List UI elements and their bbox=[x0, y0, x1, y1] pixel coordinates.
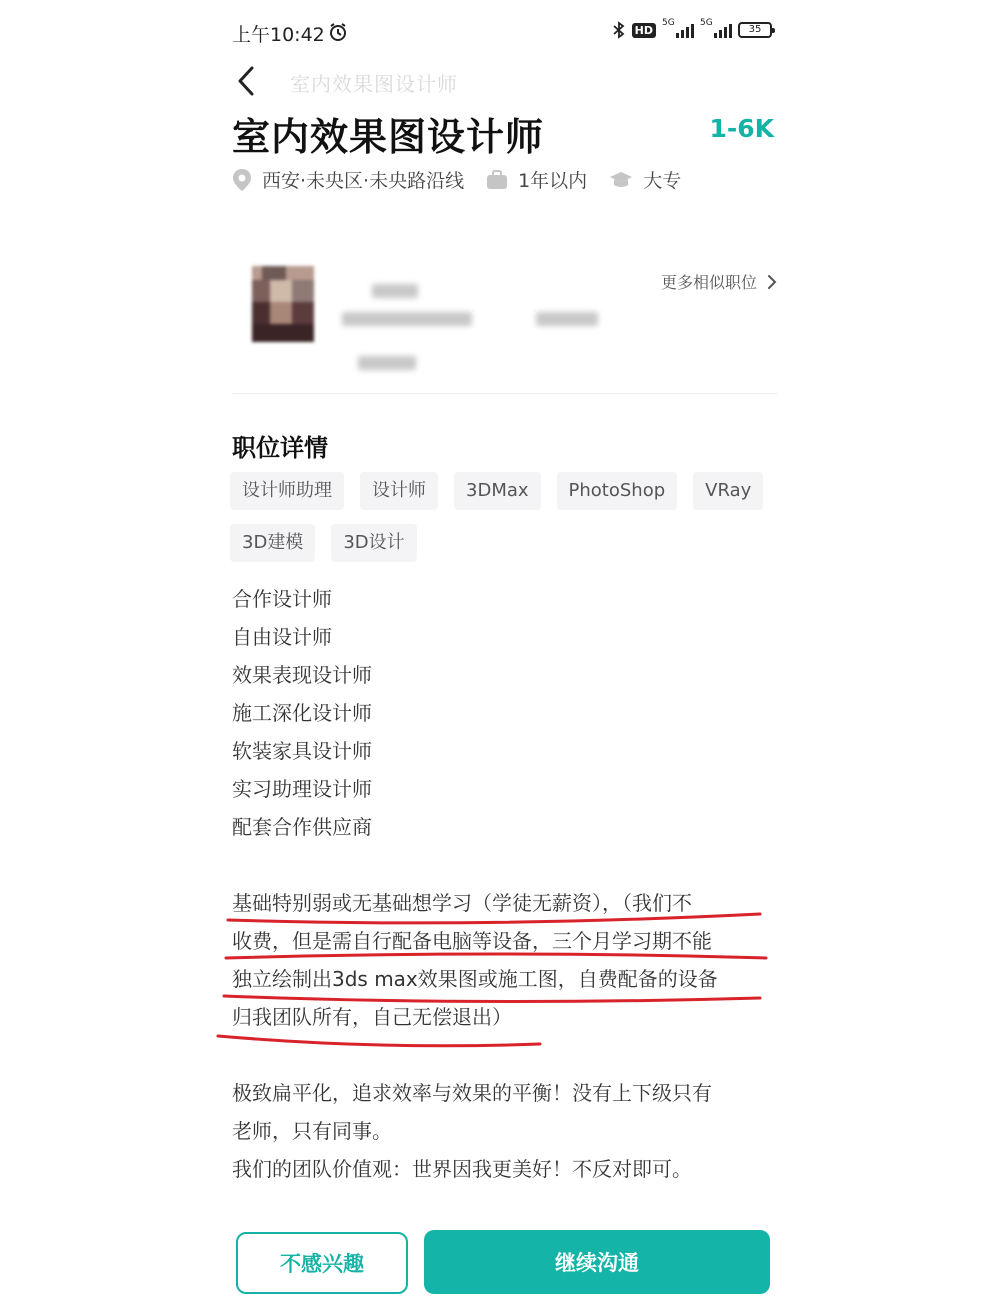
back-icon[interactable] bbox=[232, 64, 262, 98]
section-title-details: 职位详情 bbox=[232, 434, 328, 462]
nav-bar bbox=[232, 60, 777, 104]
status-bar bbox=[232, 18, 772, 48]
skill-tag: 3D设计 bbox=[331, 524, 416, 562]
not-interested-button[interactable]: 不感兴趣 bbox=[236, 1232, 408, 1294]
skill-tags bbox=[230, 472, 790, 562]
recruiter-card[interactable] bbox=[232, 246, 777, 394]
more-similar-link[interactable] bbox=[661, 270, 777, 293]
role-line: 软装家具设计师 bbox=[232, 739, 372, 763]
signal-icon-sim2: 5G bbox=[700, 22, 732, 38]
role-line: 配套合作供应商 bbox=[232, 815, 372, 839]
skill-tag: 设计师 bbox=[360, 472, 438, 510]
salary-range: 1-6K bbox=[709, 114, 774, 143]
hd-badge: HD bbox=[632, 23, 656, 38]
more-similar-label: 更多相似职位 bbox=[660, 273, 757, 292]
location-pin-icon bbox=[232, 168, 252, 192]
notice-paragraph bbox=[232, 884, 772, 1036]
bottom-action-bar bbox=[232, 1230, 772, 1294]
experience-text: 1年以内 bbox=[518, 170, 588, 192]
recruiter-name-blurred bbox=[372, 284, 418, 298]
graduation-cap-icon bbox=[609, 170, 633, 190]
status-indicators bbox=[612, 18, 772, 39]
notice-line: 收费，但是需自行配备电脑等设备，三个月学习期不能 bbox=[232, 929, 712, 953]
status-time: 上午10:42 bbox=[232, 24, 325, 46]
culture-paragraph bbox=[232, 1074, 772, 1188]
experience-item bbox=[486, 166, 587, 193]
role-line: 施工深化设计师 bbox=[232, 701, 372, 725]
culture-line: 极致扁平化，追求效率与效果的平衡！没有上下级只有 bbox=[232, 1081, 712, 1105]
recruiter-avatar bbox=[252, 266, 314, 342]
skill-tag: 3DMax bbox=[454, 472, 541, 510]
recruiter-company-blurred bbox=[342, 312, 472, 326]
bluetooth-icon bbox=[612, 21, 626, 39]
nav-faded-title: 室内效果图设计师 bbox=[290, 72, 458, 96]
chevron-right-icon bbox=[767, 274, 777, 290]
battery-icon: 35 bbox=[738, 22, 772, 38]
role-line: 合作设计师 bbox=[232, 587, 332, 611]
education-item bbox=[609, 166, 681, 193]
role-line: 实习助理设计师 bbox=[232, 777, 372, 801]
alarm-icon bbox=[328, 22, 348, 42]
notice-line: 基础特别弱或无基础想学习（学徒无薪资），（我们不 bbox=[232, 891, 692, 915]
job-meta bbox=[232, 166, 703, 193]
skill-tag: 3D建模 bbox=[230, 524, 315, 562]
role-line: 效果表现设计师 bbox=[232, 663, 372, 687]
briefcase-icon bbox=[486, 170, 508, 190]
skill-tag: PhotoShop bbox=[557, 472, 678, 510]
notice-line: 独立绘制出3ds max效果图或施工图，自费配备的设备 bbox=[232, 967, 718, 991]
culture-line: 我们的团队价值观：世界因我更美好！不反对即可。 bbox=[232, 1157, 692, 1181]
education-text: 大专 bbox=[643, 170, 682, 192]
location-item bbox=[232, 166, 464, 193]
notice-line: 归我团队所有，自己无偿退出） bbox=[232, 1005, 512, 1029]
role-line: 自由设计师 bbox=[232, 625, 332, 649]
job-description bbox=[232, 580, 772, 1188]
culture-line: 老师，只有同事。 bbox=[232, 1119, 392, 1143]
job-title: 室内效果图设计师 bbox=[232, 115, 545, 159]
skill-tag: 设计师助理 bbox=[230, 472, 344, 510]
continue-chat-button[interactable]: 继续沟通 bbox=[424, 1230, 770, 1294]
skill-tag: VRay bbox=[693, 472, 763, 510]
signal-icon-sim1: 5G bbox=[662, 22, 694, 38]
recruiter-role-blurred bbox=[536, 312, 598, 326]
location-text: 西安·未央区·未央路沿线 bbox=[262, 170, 465, 192]
recruiter-status-blurred bbox=[358, 356, 416, 370]
